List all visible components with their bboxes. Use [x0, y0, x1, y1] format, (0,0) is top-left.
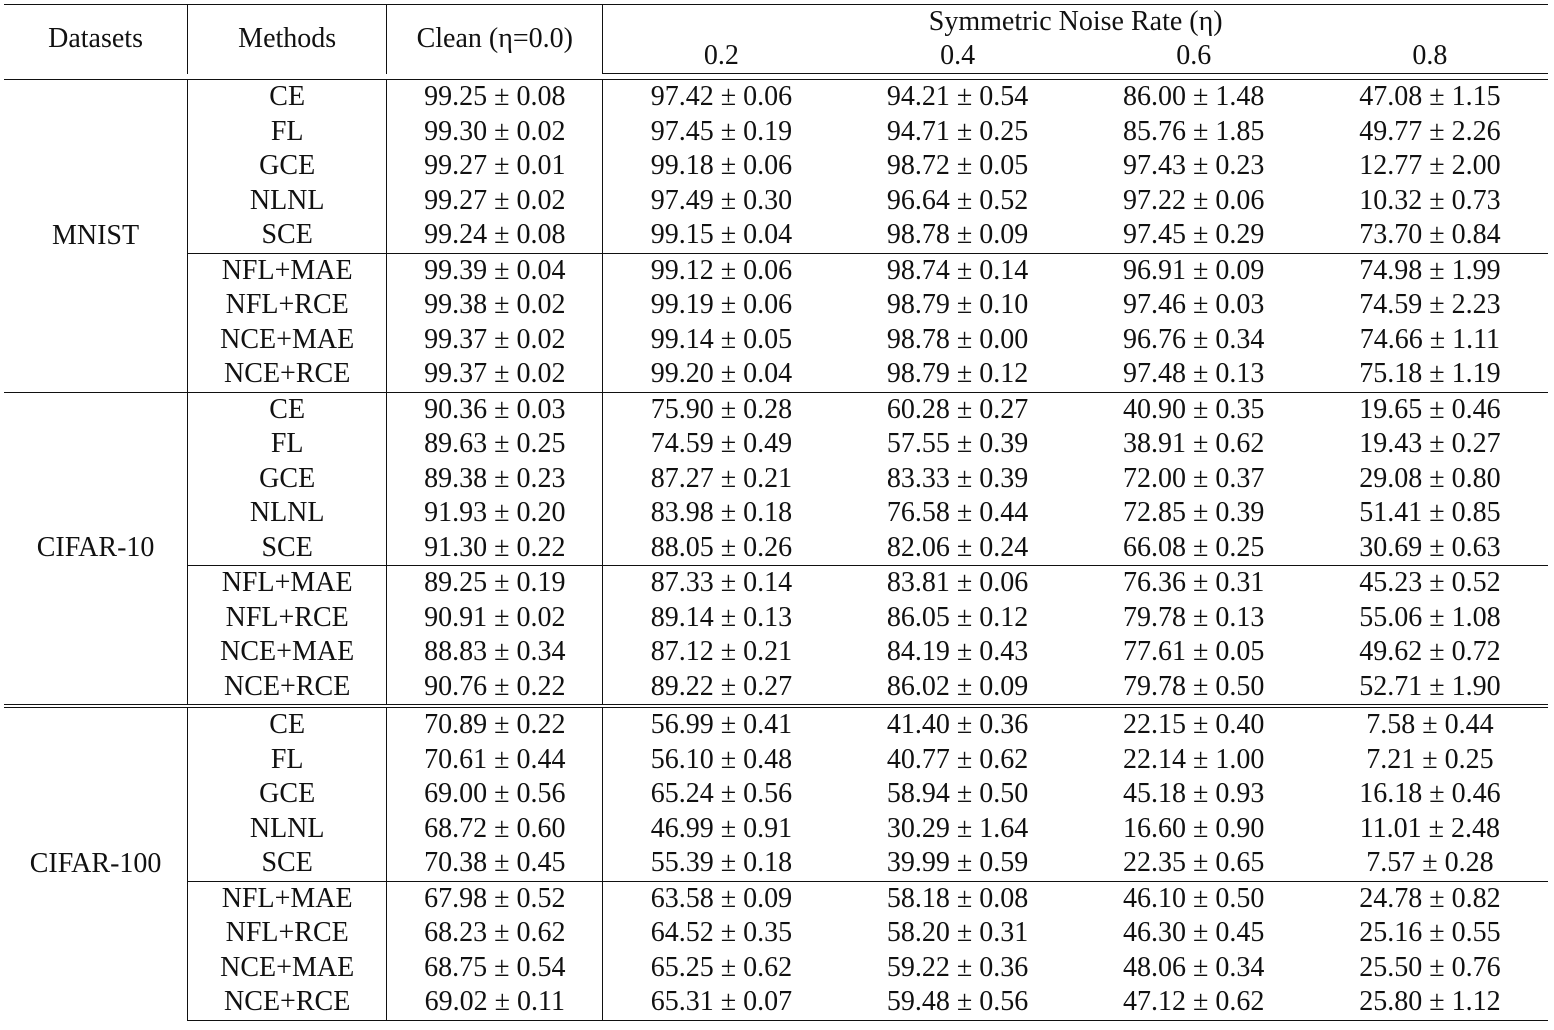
- noisy-accuracy-cell: 46.99 ± 0.91: [650, 812, 793, 844]
- header-datasets: Datasets: [4, 5, 188, 74]
- noisy-accuracy-cell: 77.61 ± 0.05: [1123, 636, 1265, 668]
- table-row: [4, 985, 1548, 1020]
- table-row: [4, 951, 1548, 986]
- noisy-accuracy-cell: 97.48 ± 0.13: [1123, 358, 1265, 390]
- noisy-accuracy-cell: 46.30 ± 0.45: [1123, 917, 1265, 949]
- noisy-accuracy-cell: 74.98 ± 1.99: [1312, 253, 1548, 288]
- noisy-accuracy-cell: 7.58 ± 0.44: [1312, 706, 1548, 743]
- table-row: [4, 462, 1548, 497]
- method-cell: CE: [188, 80, 387, 115]
- noisy-accuracy-cell: 41.40 ± 0.36: [840, 706, 1076, 743]
- method-cell: NCE+MAE: [188, 951, 387, 986]
- clean-accuracy-cell: 91.93 ± 0.20: [387, 496, 603, 531]
- noisy-accuracy-cell: 99.15 ± 0.04: [650, 219, 793, 251]
- clean-accuracy-cell: 69.00 ± 0.56: [387, 777, 603, 812]
- table-row: [4, 601, 1548, 636]
- noisy-accuracy-cell: 19.65 ± 0.46: [1312, 392, 1548, 427]
- noisy-accuracy-cell: 88.05 ± 0.26: [650, 531, 793, 563]
- table-row: [4, 916, 1548, 951]
- table-row: [4, 496, 1548, 531]
- noisy-accuracy-cell: 45.18 ± 0.93: [1123, 778, 1265, 810]
- header-noise-rate: 0.2: [603, 39, 840, 74]
- clean-accuracy-cell: 70.61 ± 0.44: [387, 743, 603, 778]
- noisy-accuracy-cell: 57.55 ± 0.39: [886, 428, 1029, 460]
- header-noise-rate: 0.8: [1312, 39, 1548, 74]
- dataset-label: CIFAR-10: [4, 392, 188, 706]
- noisy-accuracy-cell: 97.45 ± 0.19: [650, 115, 793, 147]
- noisy-accuracy-cell: 58.18 ± 0.08: [840, 881, 1076, 916]
- noisy-accuracy-cell: 30.29 ± 1.64: [886, 812, 1029, 844]
- noisy-accuracy-cell: 98.78 ± 0.00: [886, 323, 1029, 355]
- noisy-accuracy-cell: 40.77 ± 0.62: [886, 743, 1029, 775]
- noisy-accuracy-cell: 59.48 ± 0.56: [840, 985, 1076, 1020]
- noisy-accuracy-cell: 72.85 ± 0.39: [1123, 497, 1265, 529]
- method-cell: NCE+RCE: [188, 357, 387, 392]
- table-row: [4, 846, 1548, 881]
- clean-accuracy-cell: 89.38 ± 0.23: [387, 462, 603, 497]
- dataset-label: MNIST: [4, 80, 188, 393]
- noisy-accuracy-cell: 16.60 ± 0.90: [1123, 812, 1265, 844]
- noisy-accuracy-cell: 46.10 ± 0.50: [1076, 881, 1312, 916]
- noisy-accuracy-cell: 87.12 ± 0.21: [650, 636, 793, 668]
- method-cell: CE: [188, 706, 387, 743]
- method-cell: CE: [188, 392, 387, 427]
- noisy-accuracy-cell: 63.58 ± 0.09: [603, 881, 840, 916]
- noisy-accuracy-cell: 83.33 ± 0.39: [886, 462, 1029, 494]
- noisy-accuracy-cell: 58.20 ± 0.31: [886, 917, 1029, 949]
- results-table: [4, 4, 1548, 1021]
- noisy-accuracy-cell: 85.76 ± 1.85: [1123, 115, 1265, 147]
- noisy-accuracy-cell: 82.06 ± 0.24: [886, 531, 1029, 563]
- noisy-accuracy-cell: 74.66 ± 1.11: [1359, 323, 1501, 355]
- clean-accuracy-cell: 99.38 ± 0.02: [387, 288, 603, 323]
- noisy-accuracy-cell: 98.74 ± 0.14: [840, 253, 1076, 288]
- table-row: [4, 323, 1548, 358]
- clean-accuracy-cell: 88.83 ± 0.34: [387, 635, 603, 670]
- clean-accuracy-cell: 90.36 ± 0.03: [387, 392, 603, 427]
- method-cell: GCE: [188, 777, 387, 812]
- clean-accuracy-cell: 90.91 ± 0.02: [387, 601, 603, 636]
- noisy-accuracy-cell: 47.08 ± 1.15: [1359, 81, 1501, 113]
- noisy-accuracy-cell: 76.58 ± 0.44: [886, 497, 1029, 529]
- method-cell: FL: [188, 427, 387, 462]
- method-cell: NFL+MAE: [188, 566, 387, 601]
- method-cell: NFL+RCE: [188, 916, 387, 951]
- noisy-accuracy-cell: 97.42 ± 0.06: [650, 81, 793, 113]
- noisy-accuracy-cell: 65.25 ± 0.62: [650, 951, 793, 983]
- noisy-accuracy-cell: 74.59 ± 0.49: [650, 428, 793, 460]
- noisy-accuracy-cell: 96.76 ± 0.34: [1123, 323, 1265, 355]
- noisy-accuracy-cell: 64.52 ± 0.35: [650, 917, 793, 949]
- noisy-accuracy-cell: 98.72 ± 0.05: [886, 150, 1029, 182]
- method-cell: NFL+MAE: [188, 881, 387, 916]
- noisy-accuracy-cell: 38.91 ± 0.62: [1123, 428, 1265, 460]
- clean-accuracy-cell: 99.30 ± 0.02: [387, 115, 603, 150]
- table-row: [4, 218, 1548, 253]
- noisy-accuracy-cell: 87.27 ± 0.21: [650, 462, 793, 494]
- noisy-accuracy-cell: 73.70 ± 0.84: [1359, 219, 1501, 251]
- noisy-accuracy-cell: 74.59 ± 2.23: [1359, 289, 1501, 321]
- noisy-accuracy-cell: 25.16 ± 0.55: [1359, 917, 1501, 949]
- noisy-accuracy-cell: 22.35 ± 0.65: [1123, 847, 1265, 879]
- noisy-accuracy-cell: 87.33 ± 0.14: [603, 566, 840, 601]
- clean-accuracy-cell: 89.25 ± 0.19: [387, 566, 603, 601]
- noisy-accuracy-cell: 16.18 ± 0.46: [1359, 778, 1501, 810]
- noisy-accuracy-cell: 98.78 ± 0.09: [886, 219, 1029, 251]
- noisy-accuracy-cell: 94.21 ± 0.54: [886, 81, 1029, 113]
- noisy-accuracy-cell: 56.10 ± 0.48: [650, 743, 793, 775]
- noisy-accuracy-cell: 96.91 ± 0.09: [1076, 253, 1312, 288]
- header-noise-rate: 0.4: [840, 39, 1076, 74]
- noisy-accuracy-cell: 76.36 ± 0.31: [1076, 566, 1312, 601]
- noisy-accuracy-cell: 22.14 ± 1.00: [1123, 743, 1265, 775]
- noisy-accuracy-cell: 99.19 ± 0.06: [650, 289, 793, 321]
- noisy-accuracy-cell: 97.49 ± 0.30: [650, 184, 793, 216]
- noisy-accuracy-cell: 97.45 ± 0.29: [1123, 219, 1265, 251]
- noisy-accuracy-cell: 98.79 ± 0.12: [886, 358, 1029, 390]
- noisy-accuracy-cell: 94.71 ± 0.25: [886, 115, 1029, 147]
- header-noise-rate: 0.6: [1076, 39, 1312, 74]
- noisy-accuracy-cell: 79.78 ± 0.13: [1123, 601, 1265, 633]
- method-cell: FL: [188, 115, 387, 150]
- header-noise-group: Symmetric Noise Rate (η): [603, 5, 1548, 40]
- table-row: [4, 80, 1548, 115]
- clean-accuracy-cell: 68.23 ± 0.62: [387, 916, 603, 951]
- noisy-accuracy-cell: 12.77 ± 2.00: [1359, 150, 1501, 182]
- clean-accuracy-cell: 69.02 ± 0.11: [387, 985, 603, 1020]
- noisy-accuracy-cell: 97.43 ± 0.23: [1123, 150, 1265, 182]
- noisy-accuracy-cell: 99.18 ± 0.06: [650, 150, 793, 182]
- method-cell: NCE+MAE: [188, 635, 387, 670]
- noisy-accuracy-cell: 55.39 ± 0.18: [650, 847, 793, 879]
- table-row: [4, 357, 1548, 392]
- noisy-accuracy-cell: 49.62 ± 0.72: [1359, 636, 1501, 668]
- noisy-accuracy-cell: 51.41 ± 0.85: [1359, 497, 1501, 529]
- clean-accuracy-cell: 89.63 ± 0.25: [387, 427, 603, 462]
- noisy-accuracy-cell: 48.06 ± 0.34: [1123, 951, 1265, 983]
- clean-accuracy-cell: 91.30 ± 0.22: [387, 531, 603, 566]
- method-cell: SCE: [188, 218, 387, 253]
- clean-accuracy-cell: 99.37 ± 0.02: [387, 357, 603, 392]
- clean-accuracy-cell: 99.39 ± 0.04: [387, 253, 603, 288]
- clean-accuracy-cell: 99.25 ± 0.08: [387, 80, 603, 115]
- method-cell: NCE+RCE: [188, 670, 387, 707]
- method-cell: FL: [188, 743, 387, 778]
- table-row: [4, 670, 1548, 707]
- table-row: [4, 777, 1548, 812]
- method-cell: GCE: [188, 149, 387, 184]
- results-body: [4, 80, 1548, 1021]
- noisy-accuracy-cell: 86.00 ± 1.48: [1123, 81, 1265, 113]
- clean-accuracy-cell: 99.27 ± 0.02: [387, 184, 603, 219]
- table-row: [4, 743, 1548, 778]
- method-cell: NFL+MAE: [188, 253, 387, 288]
- method-cell: NLNL: [188, 812, 387, 847]
- method-cell: NLNL: [188, 496, 387, 531]
- noisy-accuracy-cell: 83.98 ± 0.18: [650, 497, 793, 529]
- noisy-accuracy-cell: 58.94 ± 0.50: [886, 778, 1029, 810]
- noisy-accuracy-cell: 40.90 ± 0.35: [1076, 392, 1312, 427]
- noisy-accuracy-cell: 66.08 ± 0.25: [1123, 531, 1265, 563]
- table-row: [4, 288, 1548, 323]
- noisy-accuracy-cell: 98.79 ± 0.10: [886, 289, 1029, 321]
- noisy-accuracy-cell: 86.05 ± 0.12: [886, 601, 1029, 633]
- header-clean: Clean (η=0.0): [387, 5, 603, 74]
- noisy-accuracy-cell: 89.22 ± 0.27: [650, 670, 793, 702]
- table-row: [4, 149, 1548, 184]
- table-row: [4, 531, 1548, 566]
- noisy-accuracy-cell: 7.21 ± 0.25: [1366, 743, 1494, 775]
- noisy-accuracy-cell: 49.77 ± 2.26: [1359, 115, 1501, 147]
- noisy-accuracy-cell: 99.14 ± 0.05: [650, 323, 793, 355]
- method-cell: SCE: [188, 531, 387, 566]
- table-row: [4, 115, 1548, 150]
- noisy-accuracy-cell: 25.50 ± 0.76: [1359, 951, 1501, 983]
- noisy-accuracy-cell: 97.22 ± 0.06: [1123, 184, 1265, 216]
- clean-accuracy-cell: 99.37 ± 0.02: [387, 323, 603, 358]
- noisy-accuracy-cell: 96.64 ± 0.52: [886, 184, 1029, 216]
- noisy-accuracy-cell: 65.24 ± 0.56: [650, 778, 793, 810]
- noisy-accuracy-cell: 39.99 ± 0.59: [886, 847, 1029, 879]
- noisy-accuracy-cell: 47.12 ± 0.62: [1076, 985, 1312, 1020]
- table-row: [4, 706, 1548, 743]
- noisy-accuracy-cell: 86.02 ± 0.09: [886, 670, 1029, 702]
- noisy-accuracy-cell: 52.71 ± 1.90: [1359, 670, 1501, 702]
- noisy-accuracy-cell: 79.78 ± 0.50: [1123, 670, 1265, 702]
- noisy-accuracy-cell: 56.99 ± 0.41: [603, 706, 840, 743]
- noisy-accuracy-cell: 65.31 ± 0.07: [603, 985, 840, 1020]
- method-cell: NCE+RCE: [188, 985, 387, 1020]
- noisy-accuracy-cell: 99.12 ± 0.06: [603, 253, 840, 288]
- method-cell: NFL+RCE: [188, 288, 387, 323]
- clean-accuracy-cell: 68.72 ± 0.60: [387, 812, 603, 847]
- noisy-accuracy-cell: 24.78 ± 0.82: [1312, 881, 1548, 916]
- header-methods: Methods: [188, 5, 387, 74]
- method-cell: SCE: [188, 846, 387, 881]
- noisy-accuracy-cell: 45.23 ± 0.52: [1312, 566, 1548, 601]
- method-cell: NLNL: [188, 184, 387, 219]
- noisy-accuracy-cell: 97.46 ± 0.03: [1123, 289, 1265, 321]
- noisy-accuracy-cell: 25.80 ± 1.12: [1312, 985, 1548, 1020]
- clean-accuracy-cell: 70.38 ± 0.45: [387, 846, 603, 881]
- noisy-accuracy-cell: 99.20 ± 0.04: [650, 358, 793, 390]
- table-row: [4, 184, 1548, 219]
- clean-accuracy-cell: 70.89 ± 0.22: [387, 706, 603, 743]
- table-row: [4, 566, 1548, 601]
- table-row: [4, 812, 1548, 847]
- method-cell: GCE: [188, 462, 387, 497]
- noisy-accuracy-cell: 60.28 ± 0.27: [840, 392, 1076, 427]
- noisy-accuracy-cell: 84.19 ± 0.43: [886, 636, 1029, 668]
- noisy-accuracy-cell: 75.18 ± 1.19: [1359, 358, 1501, 390]
- table-row: [4, 427, 1548, 462]
- table-row: [4, 881, 1548, 916]
- method-cell: NCE+MAE: [188, 323, 387, 358]
- noisy-accuracy-cell: 72.00 ± 0.37: [1123, 462, 1265, 494]
- noisy-accuracy-cell: 89.14 ± 0.13: [650, 601, 793, 633]
- clean-accuracy-cell: 90.76 ± 0.22: [387, 670, 603, 707]
- clean-accuracy-cell: 99.27 ± 0.01: [387, 149, 603, 184]
- clean-accuracy-cell: 68.75 ± 0.54: [387, 951, 603, 986]
- noisy-accuracy-cell: 30.69 ± 0.63: [1359, 531, 1501, 563]
- noisy-accuracy-cell: 59.22 ± 0.36: [886, 951, 1029, 983]
- noisy-accuracy-cell: 19.43 ± 0.27: [1359, 428, 1501, 460]
- noisy-accuracy-cell: 55.06 ± 1.08: [1359, 601, 1501, 633]
- table-row: [4, 253, 1548, 288]
- noisy-accuracy-cell: 83.81 ± 0.06: [840, 566, 1076, 601]
- table-row: [4, 635, 1548, 670]
- noisy-accuracy-cell: 22.15 ± 0.40: [1076, 706, 1312, 743]
- noisy-accuracy-cell: 11.01 ± 2.48: [1359, 812, 1501, 844]
- clean-accuracy-cell: 99.24 ± 0.08: [387, 218, 603, 253]
- noisy-accuracy-cell: 29.08 ± 0.80: [1359, 462, 1501, 494]
- noisy-accuracy-cell: 7.57 ± 0.28: [1366, 847, 1494, 879]
- method-cell: NFL+RCE: [188, 601, 387, 636]
- clean-accuracy-cell: 67.98 ± 0.52: [387, 881, 603, 916]
- table-row: [4, 392, 1548, 427]
- dataset-label: CIFAR-100: [4, 706, 188, 1020]
- noisy-accuracy-cell: 10.32 ± 0.73: [1359, 184, 1501, 216]
- noisy-accuracy-cell: 75.90 ± 0.28: [603, 392, 840, 427]
